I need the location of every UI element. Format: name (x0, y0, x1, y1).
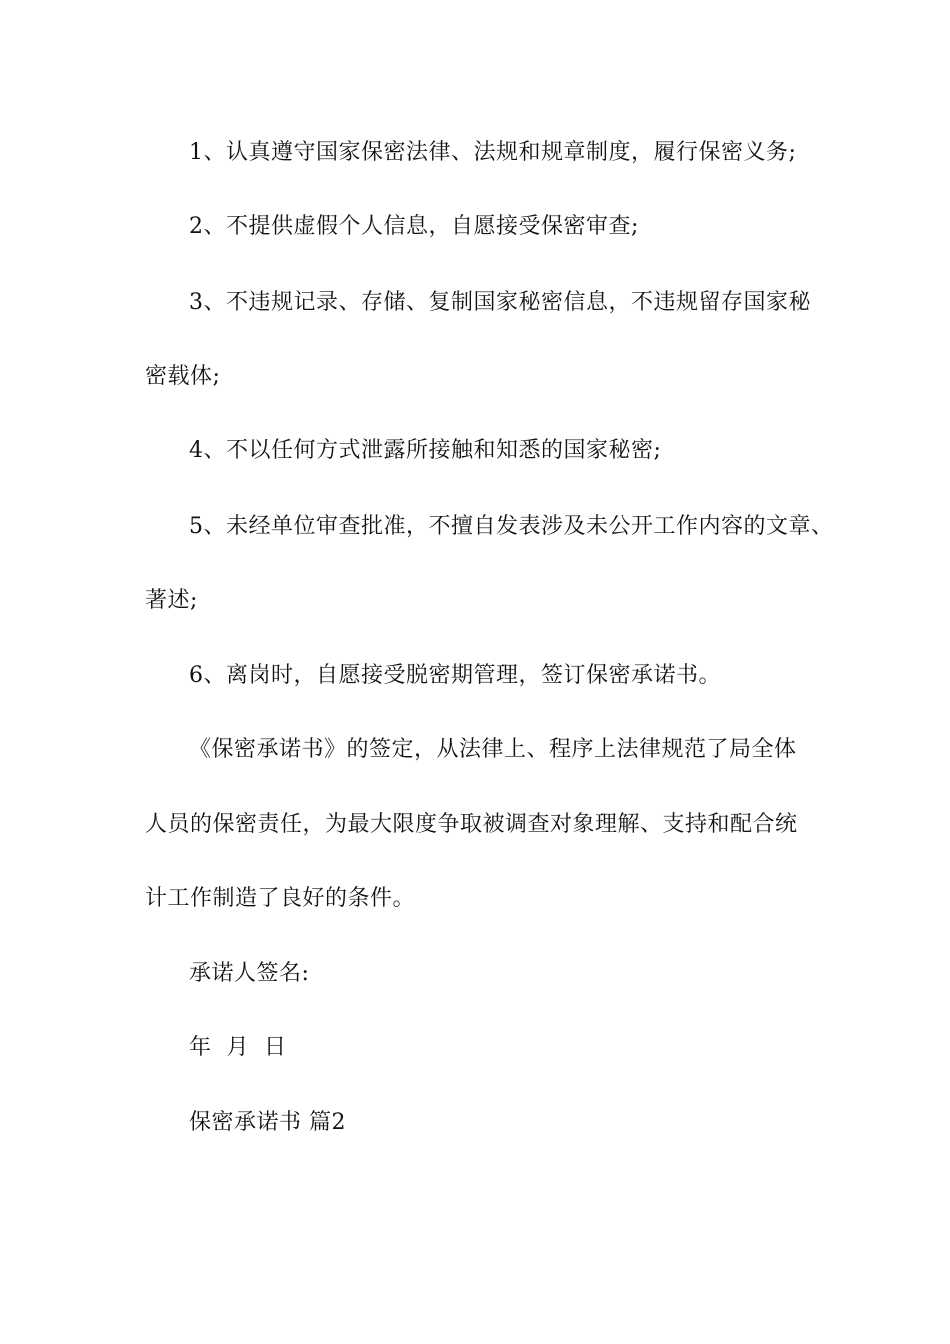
item-4-line-1: 4、不以任何方式泄露所接触和知悉的国家秘密; (189, 438, 662, 463)
signature-label: 承诺人签名: (189, 961, 310, 986)
item-5-line-2: 著述; (145, 588, 198, 613)
summary-line-3: 计工作制造了良好的条件。 (145, 886, 416, 911)
summary-line-1: 《保密承诺书》的签定，从法律上、程序上法律规范了局全体 (189, 737, 797, 762)
next-section-title: 保密承诺书 篇2 (189, 1110, 346, 1135)
item-2-line-1: 2、不提供虚假个人信息，自愿接受保密审查; (189, 214, 639, 239)
item-1-line-1: 1、认真遵守国家保密法律、法规和规章制度，履行保密义务; (189, 140, 797, 165)
item-6-line-1: 6、离岗时，自愿接受脱密期管理，签订保密承诺书。 (189, 663, 721, 688)
summary-line-2: 人员的保密责任，为最大限度争取被调查对象理解、支持和配合统 (145, 812, 798, 837)
item-5-line-1: 5、未经单位审查批准，不擅自发表涉及未公开工作内容的文章、 (189, 514, 834, 539)
item-3-line-2: 密载体; (145, 364, 221, 389)
date-line: 年 月 日 (189, 1035, 287, 1060)
item-3-line-1: 3、不违规记录、存储、复制国家秘密信息，不违规留存国家秘 (189, 290, 811, 315)
